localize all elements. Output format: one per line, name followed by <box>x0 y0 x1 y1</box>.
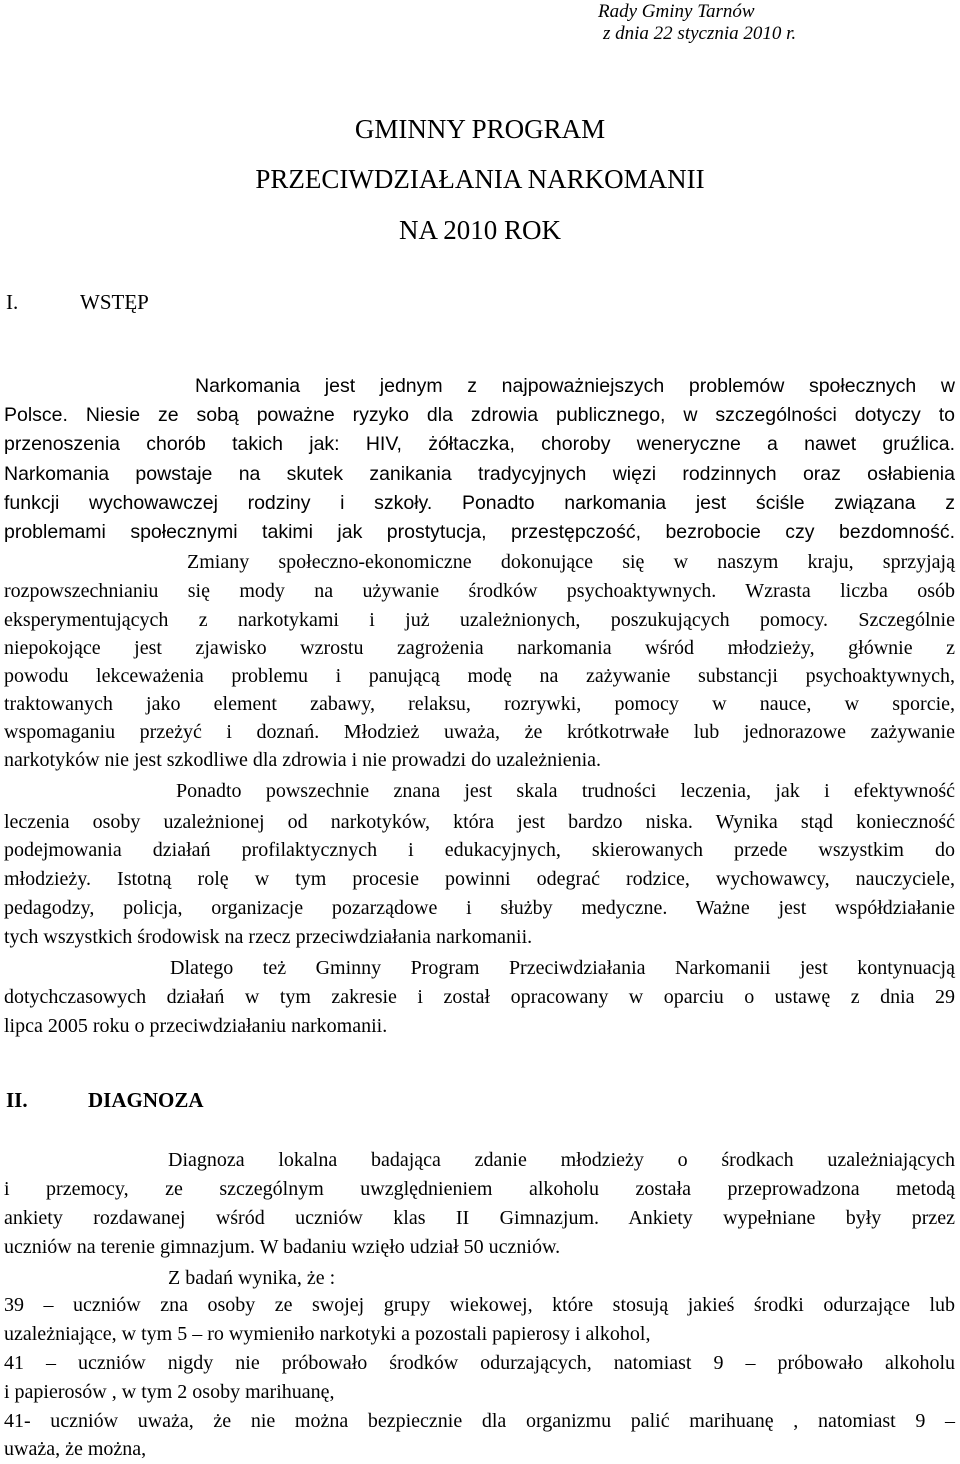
s1-line-21: Dlatego też Gminny Program Przeciwdziałania Narkomanii jest kontynuacją <box>170 957 955 979</box>
s1-line-16: leczenia osoby uzależnionej od narkotyków, która jest bardzo niska. Wynika stąd konieczność <box>4 811 955 833</box>
section-2-heading: DIAGNOZA <box>88 1088 204 1112</box>
title-line-3: NA 2010 ROK <box>398 215 561 245</box>
s1-line-15: Ponadto powszechnie znana jest skala trudności leczenia, jak i efektywność <box>176 780 955 802</box>
s1-line-8: rozpowszechnianiu się mody na używanie środków psychoaktywnych. Wzrasta liczba osób <box>4 580 955 602</box>
title-line-1: GMINNY PROGRAM <box>354 114 606 144</box>
s1-line-10: niepokojące jest zjawisko wzrostu zagrożenia narkomania wśród młodzieży, głównie z <box>4 637 955 659</box>
section-1-heading: WSTĘP <box>80 290 149 314</box>
s2-line-7: uzależniające, w tym 5 – ro wymieniło narkotyki a pozostali papierosy i alkohol, <box>4 1323 651 1345</box>
s2-line-5: Z badań wynika, że : <box>168 1267 336 1289</box>
s1-line-13: wspomaganiu przeżyć i doznań. Młodzież uważa, że krótkotrwałe lub jednorazowe zażywanie <box>4 721 955 743</box>
s1-line-22: dotychczasowych działań w tym zakresie i został opracowany w oparciu o ustawę z dnia 29 <box>4 986 955 1008</box>
s2-line-3: ankiety rozdawanej wśród uczniów klas II Gimnazjum. Ankiety wypełniane były przez <box>4 1207 955 1229</box>
section-2-number: II. <box>6 1088 28 1112</box>
s2-line-8: 41 – uczniów nigdy nie próbowało środków odurzających, natomiast 9 – próbowało alkoholu <box>4 1352 955 1374</box>
s1-line-5: funkcji wychowawczej rodziny i szkoły. Ponadto narkomania jest ściśle związana z <box>4 492 955 514</box>
s2-line-2: i przemocy, ze szczególnym uwzględnieniem alkoholu została przeprowadzona metodą <box>4 1178 955 1200</box>
s2-line-4: uczniów na terenie gimnazjum. W badaniu wzięło udział 50 uczniów. <box>4 1236 561 1258</box>
s2-line-11: uważa, że można, <box>4 1438 147 1460</box>
section-1-number: I. <box>6 290 19 314</box>
s1-line-18: młodzieży. Istotną rolę w tym procesie powinni odegrać rodzice, wychowawcy, nauczyciele, <box>4 868 955 890</box>
s1-line-7: Zmiany społeczno-ekonomiczne dokonujące się w naszym kraju, sprzyjają <box>187 551 955 573</box>
s1-line-19: pedagodzy, policja, organizacje pozarządowe i służby medyczne. Ważne jest współdziałanie <box>4 897 955 919</box>
s2-line-6: 39 – uczniów zna osoby ze swojej grupy wiekowej, które stosują jakieś środki odurzające lub <box>4 1294 955 1316</box>
s1-line-14: narkotyków nie jest szkodliwe dla zdrowia i nie prowadzi do uzależnienia. <box>4 749 602 771</box>
s1-line-17: podejmowania działań profilaktycznych i edukacyjnych, skierowanych przede wszystkim do <box>4 839 955 861</box>
s2-line-1: Diagnoza lokalna badająca zdanie młodzieży o środkach uzależniających <box>168 1149 955 1171</box>
s1-line-20: tych wszystkich środowisk na rzecz przeciwdziałania narkomanii. <box>4 926 533 948</box>
s1-line-6: problemami społecznymi takimi jak prostytucja, przestępczość, bezrobocie czy bezdomność. <box>4 521 955 543</box>
s1-line-4: Narkomania powstaje na skutek zanikania tradycyjnych więzi rodzinnych oraz osłabienia <box>4 463 955 485</box>
title-line-2: PRZECIWDZIAŁANIA NARKOMANII <box>255 164 705 194</box>
s2-line-10: 41- uczniów uważa, że nie można bezpiecznie dla organizmu palić marihuanę , natomiast 9 – <box>4 1410 955 1432</box>
s1-line-2: Polsce. Niesie ze sobą poważne ryzyko dla zdrowia publicznego, w szczególności dotyczy to <box>4 404 955 426</box>
s2-line-9: i papierosów , w tym 2 osoby marihuanę, <box>4 1381 335 1403</box>
s1-line-9: eksperymentujących z narkotykami i już uzależnionych, poszukujących pomocy. Szczególnie <box>4 609 955 631</box>
header-line-2: z dnia 22 stycznia 2010 r. <box>603 23 797 44</box>
s1-line-3: przenoszenia chorób takich jak: HIV, żółtaczka, choroby weneryczne a nawet gruźlica. <box>4 433 955 455</box>
s1-line-11: powodu lekceważenia problemu i panującą modę na zażywanie substancji psychoaktywnych, <box>4 665 955 687</box>
s1-line-1: Narkomania jest jednym z najpoważniejszych problemów społecznych w <box>195 375 955 397</box>
s1-line-23: lipca 2005 roku o przeciwdziałaniu narkomanii. <box>4 1015 388 1037</box>
s1-line-12: traktowanych jako element zabawy, relaksu, rozrywki, pomocy w nauce, w sporcie, <box>4 693 955 715</box>
header-line-1: Rady Gminy Tarnów <box>598 1 755 22</box>
